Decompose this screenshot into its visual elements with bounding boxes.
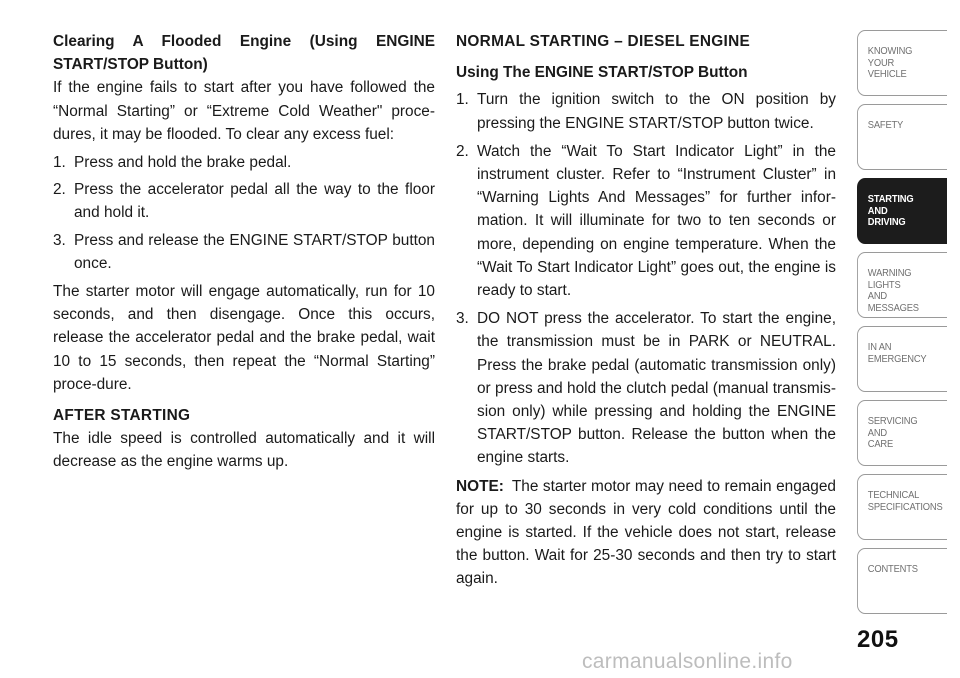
list-item: 3. Press and release the ENGINE START/STOP button once. bbox=[53, 231, 435, 272]
flooded-engine-intro: If the engine fails to start after you have followed the “Normal Starting” or “Extreme Cold Weather" proce-dures, it may be flooded. To clear any excess fuel: bbox=[53, 79, 435, 143]
tab-technical-specifications[interactable]: TECHNICAL SPECIFICATIONS bbox=[857, 474, 947, 540]
list-item: 2. Watch the “Wait To Start Indicator Light” in the instrument cluster. Refer to “Instrument Cluster” in “Warning Lights And Messages” for further infor-mation. It will illuminate for two to ten seconds or more, depending on engine temperature. When the “Wait To Start Indicator Light” goes out, the engine is ready to start. bbox=[456, 142, 836, 300]
note-text: The starter motor may need to remain engaged for up to 30 seconds in very cold conditions until the engine is started. If the vehicle does not start, release the button. Wait for 25-30 seconds and then try to start again. bbox=[456, 477, 836, 588]
diesel-starting-heading: NORMAL STARTING – DIESEL ENGINE bbox=[456, 33, 751, 50]
tab-starting-and-driving[interactable]: STARTING AND DRIVING bbox=[857, 178, 947, 244]
diesel-starting-steps bbox=[456, 88, 836, 469]
list-item: 2. Press the accelerator pedal all the way to the floor and hold it. bbox=[53, 181, 435, 222]
watermark: carmanualsonline.info bbox=[582, 650, 793, 673]
list-item: 1. Turn the ignition switch to the ON position by pressing the ENGINE START/STOP button twice. bbox=[456, 91, 836, 132]
list-item: 1. Press and hold the brake pedal. bbox=[53, 154, 292, 172]
flooded-engine-heading: Clearing A Flooded Engine (Using ENGINE START/STOP Button) bbox=[53, 33, 435, 74]
page-number: 205 bbox=[857, 626, 899, 653]
tab-servicing-and-care[interactable]: SERVICING AND CARE bbox=[857, 400, 947, 466]
tab-warning-lights-and-messages[interactable]: WARNING LIGHTS AND MESSAGES bbox=[857, 252, 947, 318]
section-tabs bbox=[857, 30, 960, 622]
flooded-engine-steps bbox=[53, 151, 435, 275]
tab-contents[interactable]: CONTENTS bbox=[857, 548, 947, 614]
note-paragraph bbox=[456, 475, 836, 591]
left-column bbox=[53, 30, 435, 474]
tab-in-an-emergency[interactable]: IN AN EMERGENCY bbox=[857, 326, 947, 392]
list-item: 3. DO NOT press the accelerator. To start the engine, the transmission must be in PARK or NEUTRAL. Press the brake pedal (automatic transmission only) or press and hold the clutch pedal (manual transmis-sion only) while pressing and holding the ENGINE START/STOP button. Release the button when the engine starts. bbox=[456, 310, 836, 467]
after-starting-heading: AFTER STARTING bbox=[53, 407, 191, 425]
tab-safety[interactable]: SAFETY bbox=[857, 104, 947, 170]
right-column bbox=[456, 30, 836, 591]
start-stop-button-heading: Using The ENGINE START/STOP Button bbox=[456, 64, 748, 82]
idle-speed-paragraph: The idle speed is controlled automatically and it will decrease as the engine warms up. bbox=[53, 430, 435, 471]
starter-motor-paragraph: The starter motor will engage automatically, run for 10 seconds, and then disengage. Once this occurs, release the accelerator pedal and the brake pedal, wait 10 to 15 seconds, then repeat the “Normal Starting” proce-dure. bbox=[53, 283, 435, 393]
tab-knowing-your-vehicle[interactable]: KNOWING YOUR VEHICLE bbox=[857, 30, 947, 96]
note-label: NOTE: bbox=[456, 477, 504, 495]
